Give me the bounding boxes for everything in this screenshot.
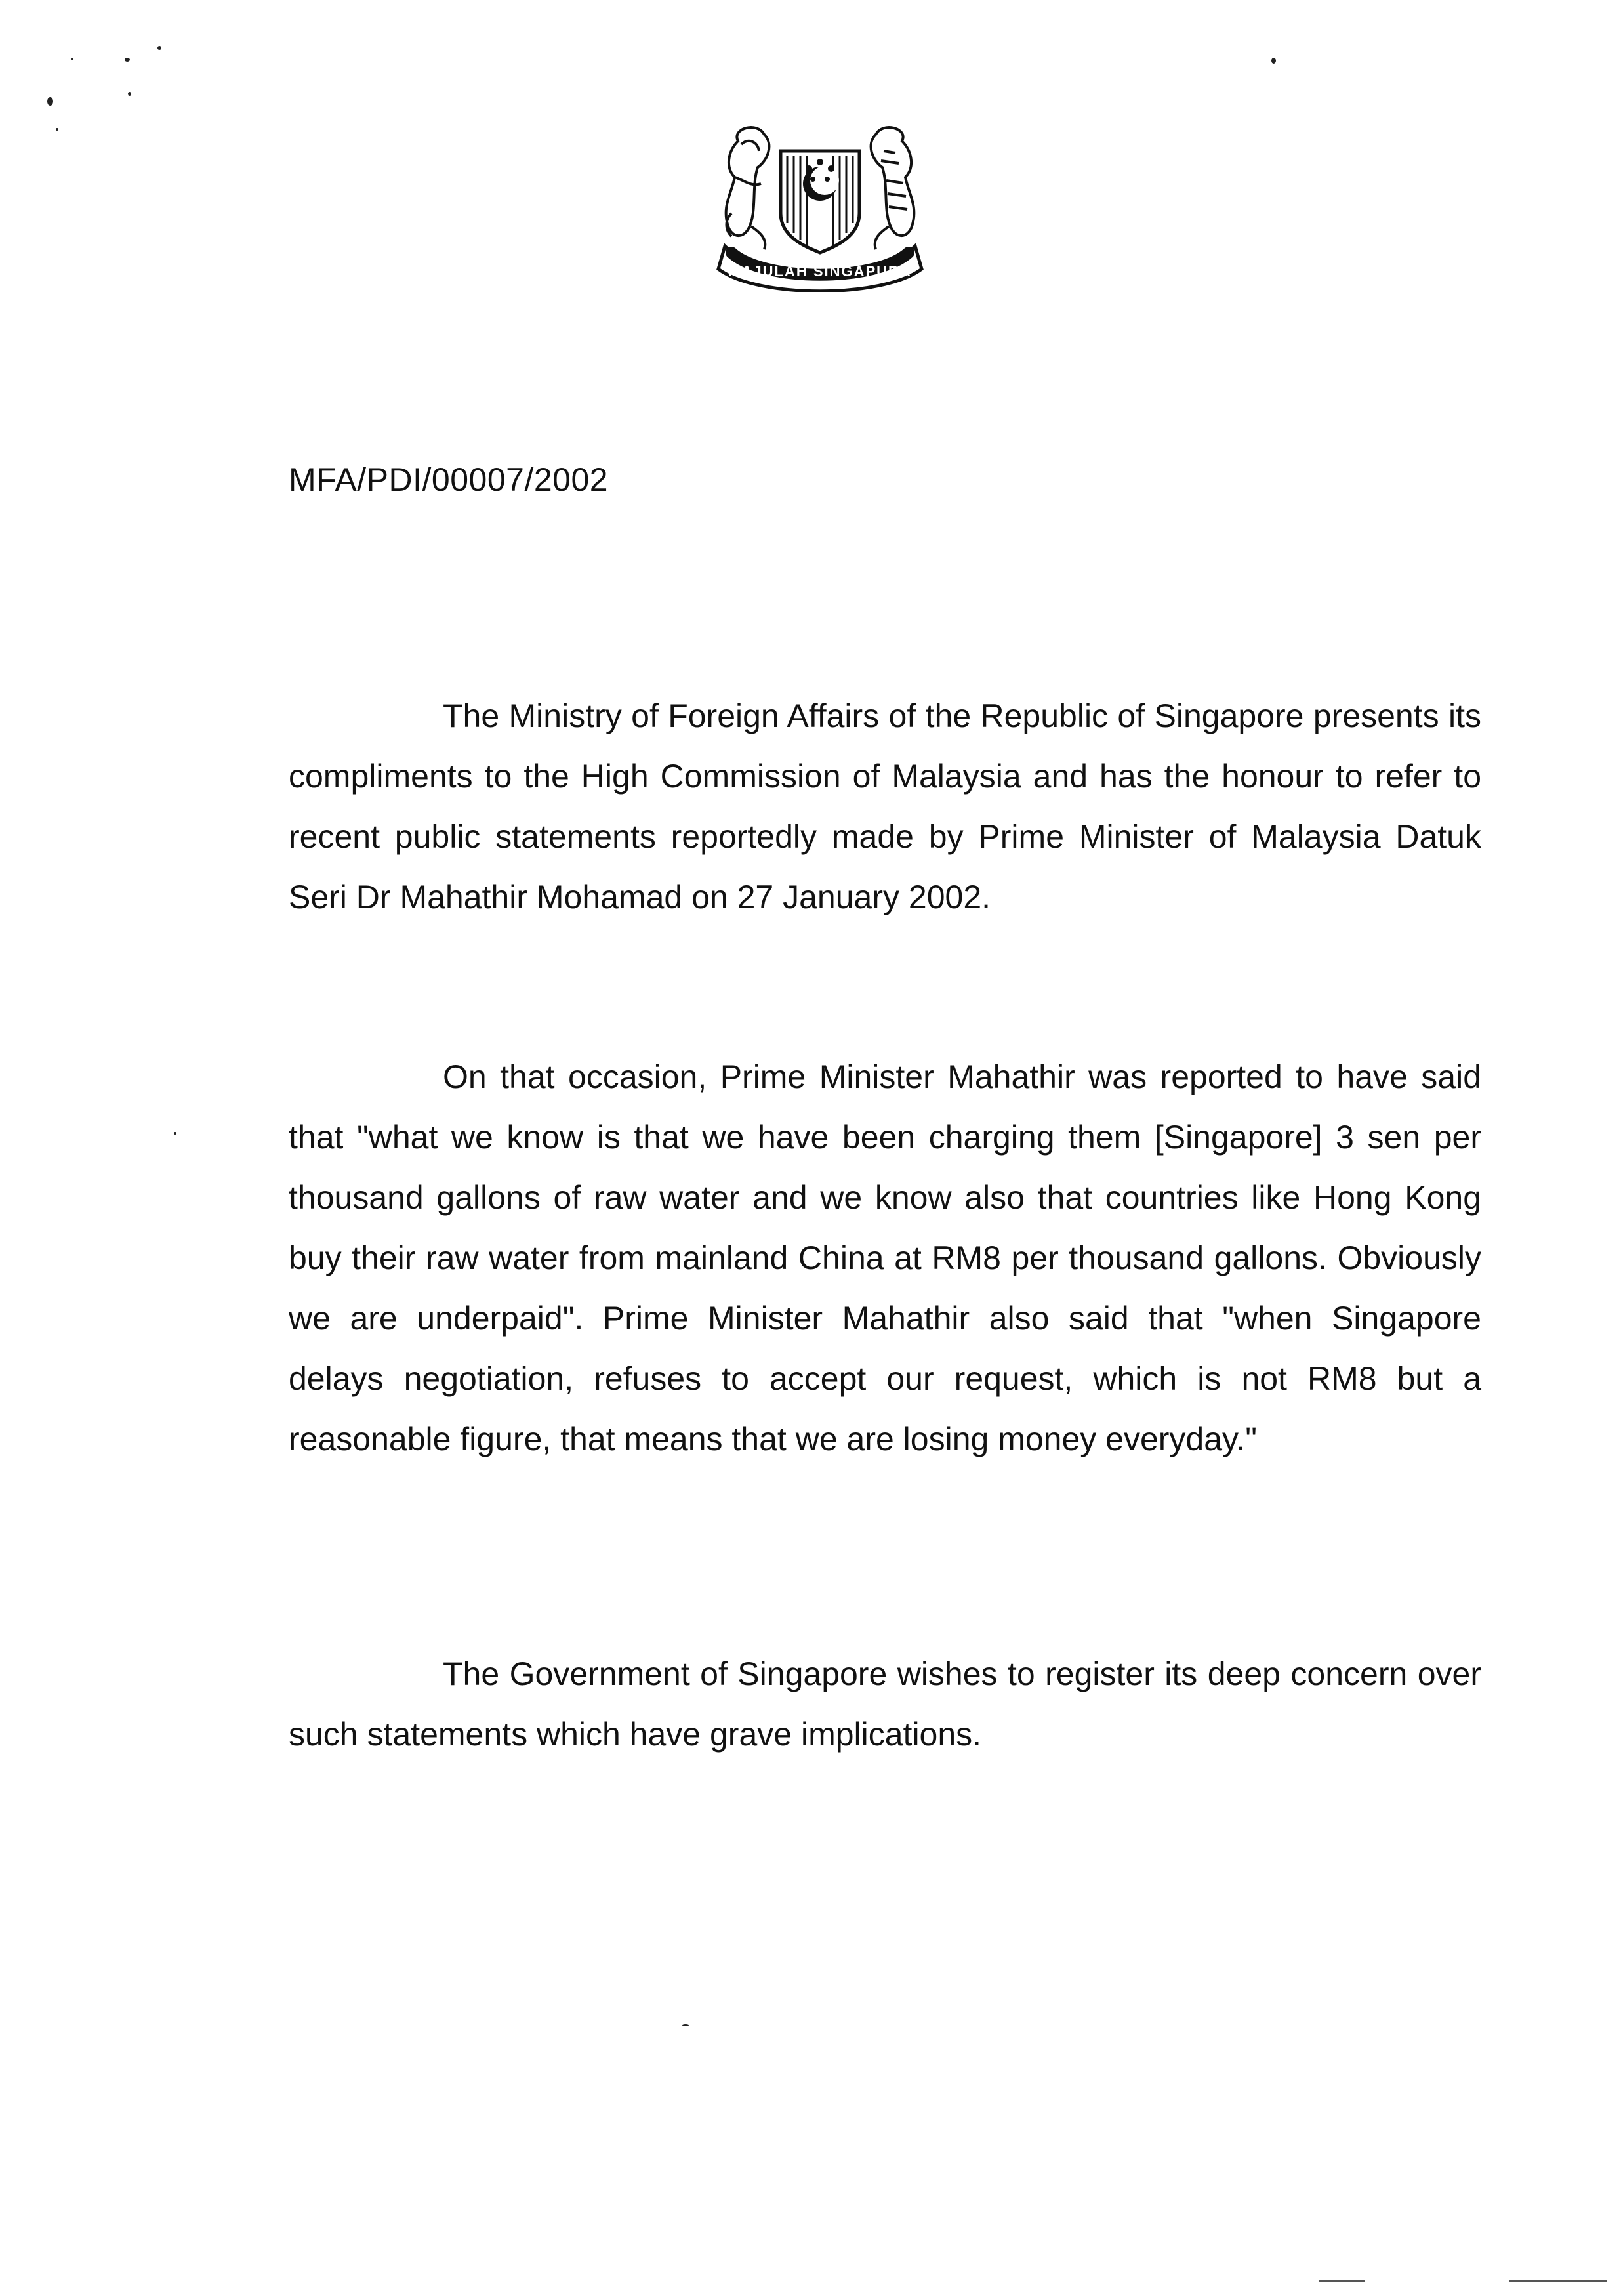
paragraph-1: The Ministry of Foreign Affairs of the Republic of Singapore presents its compliments to the High Commission of Malaysia and has the honour to refer to recent public statements reportedly made by Prime Minister of Malaysia Datuk Seri Dr Mahathir Mohamad on 27 January 2002. [289, 698, 1481, 915]
paragraph-2: On that occasion, Prime Minister Mahathir was reported to have said that "what we know is that we have been charging them [Singapore] 3 sen per thousand gallons of raw water and we know also that countries like Hong Kong buy their raw water from mainland China at RM8 per thousand gallons. Obviously we are underpaid". Prime Minister Mahathir also said that "when Singapore delays negotiation, refuses to accept our request, which is not RM8 but a reasonable figure, that means that we are losing money everyday." [289, 1058, 1481, 1457]
coat-of-arms-icon [712, 115, 928, 292]
paragraph-3: The Government of Singapore wishes to register its deep concern over such statements which have grave implications. [289, 1656, 1481, 1753]
svg-text:MAJULAH SINGAPURA: MAJULAH SINGAPURA [728, 263, 912, 280]
reference-number: MFA/PDI/00007/2002 [289, 461, 609, 498]
